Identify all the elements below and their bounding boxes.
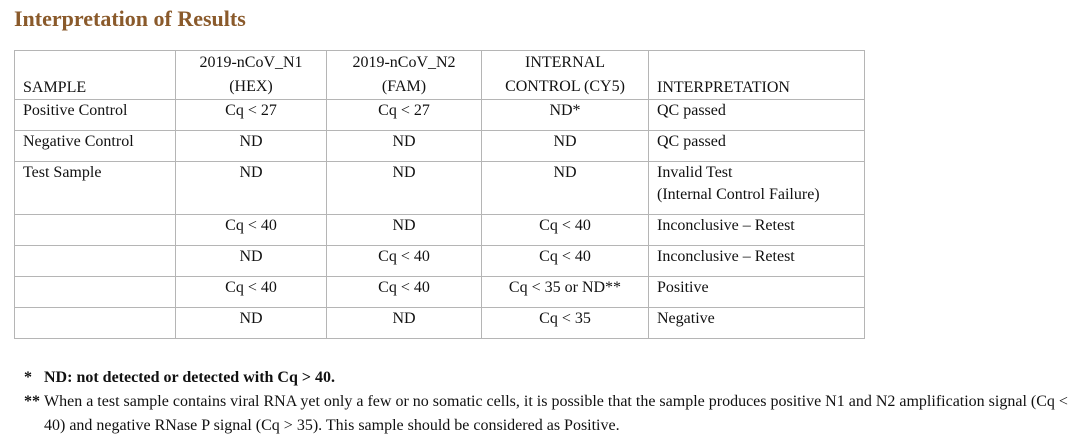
cell-n1: Cq < 40 — [176, 215, 327, 246]
cell-internal-control: Cq < 35 — [482, 308, 649, 339]
header-n2 — [327, 51, 482, 100]
cell-n2: ND — [327, 162, 482, 215]
cell-sample — [15, 277, 176, 308]
cell-sample — [15, 215, 176, 246]
cell-interpretation: QC passed — [649, 131, 865, 162]
cell-interpretation — [649, 162, 865, 215]
cell-n2: Cq < 27 — [327, 100, 482, 131]
table-row — [15, 246, 865, 277]
cell-interpretation: Negative — [649, 308, 865, 339]
table-row — [15, 131, 865, 162]
cell-sample — [15, 246, 176, 277]
interpretation-line: (Internal Control Failure) — [657, 186, 820, 203]
table-row — [15, 215, 865, 246]
header-interpretation: INTERPRETATION — [649, 51, 865, 100]
cell-n1: ND — [176, 162, 327, 215]
cell-interpretation: Positive — [649, 277, 865, 308]
header-n2-line1: 2019-nCoV_N2 — [352, 54, 456, 71]
table-header-row — [15, 51, 865, 100]
footnote-text: When a test sample contains viral RNA yet only a few or no somatic cells, it is possible that the sample produces positive N1 and N2 amplification signal (Cq < 40) and negative RNase P signal (Cq > 35). This sample should be considered as Positive. — [44, 393, 1068, 434]
table-row — [15, 100, 865, 131]
cell-interpretation: QC passed — [649, 100, 865, 131]
header-ic-line2: CONTROL (CY5) — [505, 78, 625, 95]
footnote-mark: * — [24, 369, 32, 386]
header-n1-line2: (HEX) — [229, 78, 273, 95]
cell-n1: Cq < 40 — [176, 277, 327, 308]
cell-sample: Positive Control — [15, 100, 176, 131]
footnote — [14, 390, 1068, 438]
cell-n2: Cq < 40 — [327, 246, 482, 277]
cell-internal-control: Cq < 40 — [482, 246, 649, 277]
footnotes — [14, 366, 1068, 438]
cell-n1: Cq < 27 — [176, 100, 327, 131]
table-row — [15, 162, 865, 215]
header-sample: SAMPLE — [15, 51, 176, 100]
cell-internal-control: ND — [482, 131, 649, 162]
cell-n1: ND — [176, 308, 327, 339]
footnote — [14, 366, 1068, 390]
cell-sample: Negative Control — [15, 131, 176, 162]
cell-interpretation: Inconclusive – Retest — [649, 215, 865, 246]
cell-internal-control: Cq < 40 — [482, 215, 649, 246]
cell-internal-control: Cq < 35 or ND** — [482, 277, 649, 308]
cell-sample: Test Sample — [15, 162, 176, 215]
table-row — [15, 277, 865, 308]
cell-n2: ND — [327, 131, 482, 162]
cell-n1: ND — [176, 246, 327, 277]
footnote-text: ND: not detected or detected with Cq > 40. — [44, 369, 335, 386]
header-n2-line2: (FAM) — [381, 78, 427, 95]
results-table — [14, 50, 865, 339]
table-row — [15, 308, 865, 339]
header-ic-line1: INTERNAL — [525, 54, 605, 71]
cell-internal-control: ND — [482, 162, 649, 215]
footnote-mark: ** — [24, 393, 40, 410]
interpretation-line: Invalid Test — [657, 164, 733, 181]
cell-n1: ND — [176, 131, 327, 162]
header-n1 — [176, 51, 327, 100]
cell-sample — [15, 308, 176, 339]
cell-interpretation: Inconclusive – Retest — [649, 246, 865, 277]
cell-internal-control: ND* — [482, 100, 649, 131]
page-title: Interpretation of Results — [14, 6, 246, 31]
cell-n2: ND — [327, 308, 482, 339]
header-internal-control — [482, 51, 649, 100]
cell-n2: Cq < 40 — [327, 277, 482, 308]
header-n1-line1: 2019-nCoV_N1 — [199, 54, 303, 71]
cell-n2: ND — [327, 215, 482, 246]
